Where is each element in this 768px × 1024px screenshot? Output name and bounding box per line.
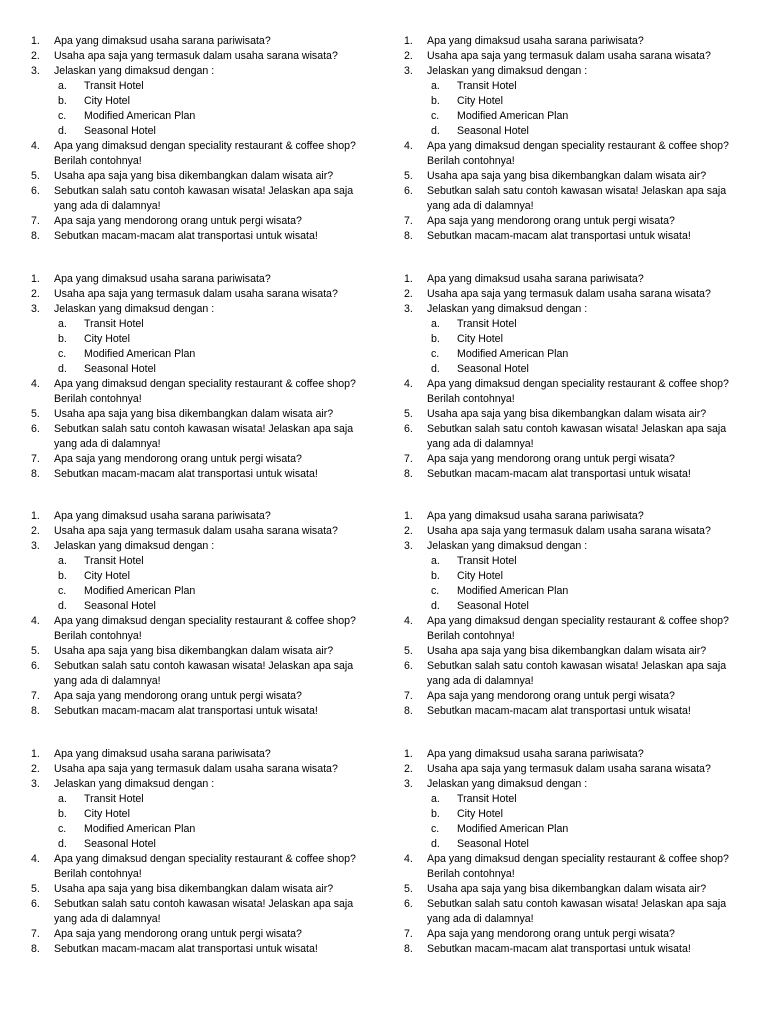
question-number: 3. (404, 540, 413, 552)
question-number: 8. (404, 468, 413, 480)
question-number: 7. (404, 928, 413, 940)
subitem-letter: a. (431, 793, 440, 805)
question-number: 8. (31, 230, 40, 242)
question-number: 3. (404, 778, 413, 790)
question-number: 2. (31, 50, 40, 62)
question-1 (27, 34, 372, 49)
question-number: 7. (31, 453, 40, 465)
question-text: Usaha apa saja yang termasuk dalam usaha sarana wisata? (54, 288, 338, 300)
question-text: Sebutkan salah satu contoh kawasan wisata! Jelaskan apa saja yang ada di dalamnya! (427, 423, 727, 450)
question-text: Usaha apa saja yang termasuk dalam usaha sarana wisata? (427, 50, 711, 62)
question-number: 1. (31, 748, 40, 760)
subitem-letter: d. (431, 838, 440, 850)
subitem-text: City Hotel (457, 333, 503, 345)
question-text: Sebutkan macam-macam alat transportasi untuk wisata! (54, 705, 318, 717)
subitem-text: Seasonal Hotel (84, 363, 156, 375)
question-5 (27, 644, 372, 659)
question-number: 1. (404, 510, 413, 522)
question-number: 6. (31, 423, 40, 435)
subitem-text: Transit Hotel (457, 555, 517, 567)
question-number: 8. (31, 468, 40, 480)
question-number: 5. (404, 883, 413, 895)
question-text: Apa yang dimaksud dengan speciality restaurant & coffee shop? Berilah contohnya! (427, 615, 729, 642)
subitem-c (400, 347, 745, 362)
question-2 (400, 287, 745, 302)
question-number: 3. (31, 778, 40, 790)
subitem-a (27, 79, 372, 94)
question-5 (400, 407, 745, 422)
question-text: Apa saja yang mendorong orang untuk pergi wisata? (427, 215, 675, 227)
subitem-letter: a. (58, 80, 67, 92)
question-8 (27, 942, 372, 957)
question-text: Sebutkan macam-macam alat transportasi untuk wisata! (427, 943, 691, 955)
subitem-letter: c. (58, 348, 67, 360)
subitem-letter: a. (431, 318, 440, 330)
question-3 (27, 302, 372, 317)
question-number: 2. (404, 288, 413, 300)
subitem-letter: d. (431, 600, 440, 612)
question-block-r1-c2 (400, 34, 745, 244)
question-5 (400, 169, 745, 184)
subitem-a (27, 792, 372, 807)
subitem-b (400, 332, 745, 347)
question-text: Usaha apa saja yang bisa dikembangkan dalam wisata air? (54, 408, 334, 420)
subitem-b (400, 807, 745, 822)
question-3 (400, 302, 745, 317)
question-text: Usaha apa saja yang termasuk dalam usaha sarana wisata? (54, 763, 338, 775)
subitem-text: Seasonal Hotel (457, 363, 529, 375)
subitem-d (27, 599, 372, 614)
question-3 (27, 539, 372, 554)
question-number: 7. (404, 690, 413, 702)
question-number: 8. (31, 943, 40, 955)
question-text: Apa yang dimaksud usaha sarana pariwisata? (427, 273, 644, 285)
question-5 (27, 407, 372, 422)
question-number: 4. (31, 615, 40, 627)
question-text: Sebutkan salah satu contoh kawasan wisata! Jelaskan apa saja yang ada di dalamnya! (54, 660, 354, 687)
question-number: 3. (31, 303, 40, 315)
subitem-b (27, 94, 372, 109)
question-3 (400, 64, 745, 79)
subitem-c (400, 584, 745, 599)
question-number: 6. (31, 898, 40, 910)
question-6 (400, 184, 745, 214)
question-8 (27, 704, 372, 719)
question-number: 7. (404, 453, 413, 465)
question-7 (400, 452, 745, 467)
question-text: Usaha apa saja yang bisa dikembangkan dalam wisata air? (54, 883, 334, 895)
question-number: 2. (31, 525, 40, 537)
question-text: Apa saja yang mendorong orang untuk pergi wisata? (54, 928, 302, 940)
subitem-d (400, 599, 745, 614)
subitem-text: City Hotel (84, 808, 130, 820)
question-text: Sebutkan macam-macam alat transportasi untuk wisata! (54, 468, 318, 480)
question-5 (400, 882, 745, 897)
question-number: 2. (31, 288, 40, 300)
question-6 (27, 659, 372, 689)
question-number: 2. (404, 50, 413, 62)
question-text: Usaha apa saja yang termasuk dalam usaha sarana wisata? (427, 288, 711, 300)
question-text: Usaha apa saja yang bisa dikembangkan dalam wisata air? (427, 408, 707, 420)
subitem-c (27, 584, 372, 599)
question-8 (400, 704, 745, 719)
question-text: Jelaskan yang dimaksud dengan : (427, 303, 588, 315)
question-number: 7. (31, 928, 40, 940)
question-number: 8. (404, 943, 413, 955)
question-number: 6. (404, 898, 413, 910)
question-text: Usaha apa saja yang bisa dikembangkan dalam wisata air? (427, 883, 707, 895)
question-2 (400, 49, 745, 64)
question-4 (400, 377, 745, 407)
question-number: 4. (404, 378, 413, 390)
subitem-letter: c. (58, 110, 67, 122)
question-3 (27, 777, 372, 792)
subitem-text: City Hotel (84, 333, 130, 345)
subitem-letter: a. (58, 793, 67, 805)
question-5 (27, 882, 372, 897)
question-number: 1. (31, 35, 40, 47)
subitem-letter: d. (58, 838, 67, 850)
question-4 (27, 139, 372, 169)
question-7 (400, 927, 745, 942)
subitem-d (400, 837, 745, 852)
question-6 (27, 422, 372, 452)
question-number: 5. (404, 170, 413, 182)
question-7 (400, 214, 745, 229)
question-block-r1-c1 (27, 34, 372, 244)
question-7 (27, 214, 372, 229)
question-4 (27, 614, 372, 644)
question-text: Jelaskan yang dimaksud dengan : (54, 303, 215, 315)
question-text: Usaha apa saja yang termasuk dalam usaha sarana wisata? (54, 525, 338, 537)
question-1 (27, 509, 372, 524)
subitem-letter: b. (58, 333, 67, 345)
subitem-letter: c. (431, 823, 440, 835)
question-4 (400, 139, 745, 169)
question-number: 1. (31, 273, 40, 285)
question-7 (400, 689, 745, 704)
subitem-text: Seasonal Hotel (84, 125, 156, 137)
question-number: 3. (404, 303, 413, 315)
question-number: 5. (31, 883, 40, 895)
question-8 (400, 942, 745, 957)
subitem-letter: c. (431, 348, 440, 360)
question-2 (27, 524, 372, 539)
subitem-a (27, 317, 372, 332)
question-number: 6. (31, 185, 40, 197)
question-number: 2. (31, 763, 40, 775)
question-text: Apa yang dimaksud usaha sarana pariwisata? (54, 748, 271, 760)
question-text: Jelaskan yang dimaksud dengan : (427, 65, 588, 77)
question-text: Sebutkan salah satu contoh kawasan wisata! Jelaskan apa saja yang ada di dalamnya! (427, 185, 727, 212)
question-number: 7. (404, 215, 413, 227)
subitem-b (27, 569, 372, 584)
subitem-letter: a. (431, 555, 440, 567)
question-text: Apa yang dimaksud usaha sarana pariwisata? (427, 35, 644, 47)
subitem-text: Modified American Plan (457, 348, 569, 360)
subitem-text: City Hotel (457, 570, 503, 582)
subitem-text: City Hotel (457, 808, 503, 820)
question-text: Jelaskan yang dimaksud dengan : (54, 778, 215, 790)
question-5 (27, 169, 372, 184)
subitem-text: City Hotel (457, 95, 503, 107)
question-6 (27, 184, 372, 214)
subitem-text: Transit Hotel (84, 318, 144, 330)
question-1 (400, 34, 745, 49)
question-number: 6. (404, 660, 413, 672)
question-number: 7. (31, 215, 40, 227)
question-text: Sebutkan macam-macam alat transportasi untuk wisata! (427, 468, 691, 480)
question-text: Sebutkan macam-macam alat transportasi untuk wisata! (427, 705, 691, 717)
subitem-letter: d. (431, 363, 440, 375)
question-number: 6. (31, 660, 40, 672)
subitem-letter: b. (431, 570, 440, 582)
question-number: 6. (404, 423, 413, 435)
question-6 (400, 897, 745, 927)
question-text: Apa yang dimaksud usaha sarana pariwisata? (427, 748, 644, 760)
question-4 (400, 614, 745, 644)
question-8 (400, 229, 745, 244)
question-text: Usaha apa saja yang bisa dikembangkan dalam wisata air? (54, 645, 334, 657)
question-7 (27, 689, 372, 704)
subitem-text: Modified American Plan (457, 823, 569, 835)
question-number: 4. (404, 853, 413, 865)
question-6 (400, 659, 745, 689)
question-text: Jelaskan yang dimaksud dengan : (54, 540, 215, 552)
question-text: Usaha apa saja yang bisa dikembangkan dalam wisata air? (427, 645, 707, 657)
question-text: Jelaskan yang dimaksud dengan : (54, 65, 215, 77)
question-7 (27, 452, 372, 467)
question-text: Apa saja yang mendorong orang untuk pergi wisata? (54, 215, 302, 227)
question-text: Jelaskan yang dimaksud dengan : (427, 540, 588, 552)
question-number: 1. (404, 35, 413, 47)
subitem-letter: c. (58, 585, 67, 597)
question-text: Usaha apa saja yang termasuk dalam usaha sarana wisata? (427, 525, 711, 537)
question-2 (400, 524, 745, 539)
subitem-text: Modified American Plan (457, 110, 569, 122)
subitem-letter: d. (58, 600, 67, 612)
subitem-d (27, 837, 372, 852)
question-text: Apa saja yang mendorong orang untuk pergi wisata? (54, 690, 302, 702)
question-number: 5. (404, 645, 413, 657)
subitem-text: Transit Hotel (457, 318, 517, 330)
question-block-r3-c2 (400, 509, 745, 719)
subitem-letter: b. (431, 95, 440, 107)
question-text: Apa saja yang mendorong orang untuk pergi wisata? (427, 453, 675, 465)
subitem-letter: d. (58, 363, 67, 375)
question-number: 5. (31, 408, 40, 420)
question-number: 3. (31, 540, 40, 552)
question-text: Apa yang dimaksud usaha sarana pariwisata? (427, 510, 644, 522)
question-text: Apa yang dimaksud dengan speciality restaurant & coffee shop? Berilah contohnya! (427, 853, 729, 880)
question-number: 8. (404, 705, 413, 717)
question-5 (400, 644, 745, 659)
question-text: Apa saja yang mendorong orang untuk pergi wisata? (54, 453, 302, 465)
question-number: 8. (31, 705, 40, 717)
question-text: Apa yang dimaksud dengan speciality restaurant & coffee shop? Berilah contohnya! (427, 378, 729, 405)
subitem-letter: b. (431, 808, 440, 820)
subitem-text: Modified American Plan (84, 823, 196, 835)
subitem-text: Modified American Plan (84, 110, 196, 122)
subitem-text: Seasonal Hotel (457, 600, 529, 612)
subitem-text: Transit Hotel (84, 555, 144, 567)
subitem-text: Transit Hotel (457, 793, 517, 805)
subitem-c (400, 109, 745, 124)
question-number: 8. (404, 230, 413, 242)
question-1 (27, 747, 372, 762)
subitem-d (27, 362, 372, 377)
question-8 (400, 467, 745, 482)
subitem-d (400, 124, 745, 139)
subitem-letter: d. (431, 125, 440, 137)
question-text: Jelaskan yang dimaksud dengan : (427, 778, 588, 790)
subitem-letter: b. (58, 570, 67, 582)
subitem-text: Modified American Plan (84, 348, 196, 360)
question-text: Apa yang dimaksud dengan speciality restaurant & coffee shop? Berilah contohnya! (54, 615, 356, 642)
question-4 (27, 852, 372, 882)
subitem-c (400, 822, 745, 837)
subitem-letter: c. (431, 585, 440, 597)
question-8 (27, 467, 372, 482)
question-block-r2-c2 (400, 272, 745, 482)
subitem-text: Modified American Plan (84, 585, 196, 597)
subitem-a (400, 792, 745, 807)
question-number: 4. (31, 140, 40, 152)
question-4 (27, 377, 372, 407)
subitem-a (400, 554, 745, 569)
question-number: 5. (404, 408, 413, 420)
question-2 (27, 49, 372, 64)
question-text: Apa yang dimaksud dengan speciality restaurant & coffee shop? Berilah contohnya! (54, 853, 356, 880)
question-4 (400, 852, 745, 882)
subitem-letter: c. (431, 110, 440, 122)
subitem-letter: b. (58, 808, 67, 820)
question-number: 3. (404, 65, 413, 77)
subitem-letter: d. (58, 125, 67, 137)
subitem-letter: b. (58, 95, 67, 107)
question-1 (400, 509, 745, 524)
subitem-text: Transit Hotel (84, 793, 144, 805)
question-number: 1. (404, 273, 413, 285)
question-block-r4-c2 (400, 747, 745, 957)
subitem-d (400, 362, 745, 377)
question-text: Sebutkan salah satu contoh kawasan wisata! Jelaskan apa saja yang ada di dalamnya! (54, 185, 354, 212)
question-block-r2-c1 (27, 272, 372, 482)
subitem-text: Seasonal Hotel (457, 125, 529, 137)
question-text: Sebutkan salah satu contoh kawasan wisata! Jelaskan apa saja yang ada di dalamnya! (54, 423, 354, 450)
question-6 (27, 897, 372, 927)
subitem-text: Seasonal Hotel (457, 838, 529, 850)
question-number: 5. (31, 645, 40, 657)
question-number: 7. (31, 690, 40, 702)
question-number: 5. (31, 170, 40, 182)
question-3 (400, 777, 745, 792)
question-text: Sebutkan salah satu contoh kawasan wisata! Jelaskan apa saja yang ada di dalamnya! (427, 660, 727, 687)
subitem-c (27, 347, 372, 362)
question-block-r3-c1 (27, 509, 372, 719)
question-text: Usaha apa saja yang bisa dikembangkan dalam wisata air? (427, 170, 707, 182)
question-number: 3. (31, 65, 40, 77)
subitem-d (27, 124, 372, 139)
question-2 (400, 762, 745, 777)
question-text: Usaha apa saja yang termasuk dalam usaha sarana wisata? (427, 763, 711, 775)
question-text: Apa yang dimaksud usaha sarana pariwisata? (54, 510, 271, 522)
question-2 (27, 762, 372, 777)
question-text: Sebutkan salah satu contoh kawasan wisata! Jelaskan apa saja yang ada di dalamnya! (54, 898, 354, 925)
question-3 (27, 64, 372, 79)
subitem-text: Modified American Plan (457, 585, 569, 597)
subitem-text: Seasonal Hotel (84, 838, 156, 850)
question-text: Usaha apa saja yang bisa dikembangkan dalam wisata air? (54, 170, 334, 182)
question-text: Apa yang dimaksud usaha sarana pariwisata? (54, 35, 271, 47)
question-text: Apa saja yang mendorong orang untuk pergi wisata? (427, 928, 675, 940)
question-text: Apa yang dimaksud dengan speciality restaurant & coffee shop? Berilah contohnya! (54, 140, 356, 167)
question-number: 1. (404, 748, 413, 760)
subitem-b (400, 569, 745, 584)
subitem-text: Transit Hotel (457, 80, 517, 92)
question-1 (400, 272, 745, 287)
question-text: Apa yang dimaksud usaha sarana pariwisata? (54, 273, 271, 285)
subitem-text: Transit Hotel (84, 80, 144, 92)
question-1 (27, 272, 372, 287)
question-1 (400, 747, 745, 762)
subitem-a (400, 79, 745, 94)
subitem-c (27, 109, 372, 124)
question-number: 4. (404, 140, 413, 152)
question-2 (27, 287, 372, 302)
subitem-letter: a. (58, 318, 67, 330)
question-text: Sebutkan macam-macam alat transportasi untuk wisata! (54, 943, 318, 955)
question-6 (400, 422, 745, 452)
question-text: Usaha apa saja yang termasuk dalam usaha sarana wisata? (54, 50, 338, 62)
question-8 (27, 229, 372, 244)
question-number: 2. (404, 763, 413, 775)
subitem-letter: a. (431, 80, 440, 92)
subitem-a (27, 554, 372, 569)
subitem-a (400, 317, 745, 332)
question-number: 1. (31, 510, 40, 522)
question-text: Sebutkan macam-macam alat transportasi untuk wisata! (54, 230, 318, 242)
subitem-b (27, 332, 372, 347)
question-text: Apa yang dimaksud dengan speciality restaurant & coffee shop? Berilah contohnya! (427, 140, 729, 167)
subitem-b (400, 94, 745, 109)
question-number: 4. (31, 853, 40, 865)
question-number: 4. (31, 378, 40, 390)
subitem-b (27, 807, 372, 822)
question-3 (400, 539, 745, 554)
subitem-text: City Hotel (84, 95, 130, 107)
question-number: 2. (404, 525, 413, 537)
subitem-text: Seasonal Hotel (84, 600, 156, 612)
question-text: Sebutkan macam-macam alat transportasi untuk wisata! (427, 230, 691, 242)
question-block-r4-c1 (27, 747, 372, 957)
subitem-letter: c. (58, 823, 67, 835)
question-7 (27, 927, 372, 942)
subitem-c (27, 822, 372, 837)
question-number: 4. (404, 615, 413, 627)
subitem-text: City Hotel (84, 570, 130, 582)
subitem-letter: b. (431, 333, 440, 345)
question-text: Apa saja yang mendorong orang untuk pergi wisata? (427, 690, 675, 702)
question-text: Sebutkan salah satu contoh kawasan wisata! Jelaskan apa saja yang ada di dalamnya! (427, 898, 727, 925)
question-text: Apa yang dimaksud dengan speciality restaurant & coffee shop? Berilah contohnya! (54, 378, 356, 405)
subitem-letter: a. (58, 555, 67, 567)
question-number: 6. (404, 185, 413, 197)
